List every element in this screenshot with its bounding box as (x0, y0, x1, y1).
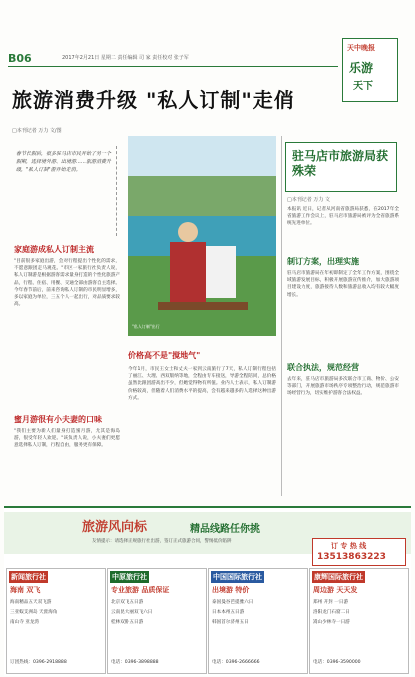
article-photo (128, 136, 276, 336)
agency-phone: 电话：0396-3898888 (111, 660, 159, 665)
section1-body: "目前很多家庭出游，会对行程提出个性化的需求，不愿意跟团走马观花。"市区一家旅行社负责人说，私人订制游是根据游客需求量身打造的个性化旅游产品，行程、住宿、用餐、交通全部由游客自主选择。今年春节前后，前来咨询私人订制的市民明显增多，多以家庭为单位，三五个人一起出行，对品质要求较高。 (14, 259, 120, 308)
ad-subtitle: 友情提示：请选择正规旅行社出游，签订正式旅游合同，警惕低价陷阱 (92, 539, 232, 544)
agency-name: 中国国际旅行社 (213, 573, 262, 581)
agency-highlight: 海南 双飞 (10, 586, 41, 594)
sidebar-sub2-title: 联合执法，规范经营 (287, 363, 359, 372)
newspaper-logo: 天中晚报 (347, 44, 375, 52)
ad-title-2: 精品线路任你挑 (190, 524, 260, 535)
photo-caption: "私人订制"出行 (132, 324, 160, 329)
agency-highlight: 出境游 特价 (212, 586, 250, 594)
agency-phone: 订团热线：0396-2918888 (10, 660, 67, 665)
hotline-number: 13513863223 (317, 552, 386, 562)
agency-name: 康辉国际旅行社 (314, 573, 363, 581)
column-divider (281, 136, 282, 496)
section-name-2: 天下 (353, 81, 373, 92)
agency-line: 日本本州五日游 (212, 610, 245, 615)
agency-line: 桂林双卧五日游 (111, 620, 144, 625)
photo-illustration (128, 136, 276, 336)
agency-phone: 电话：0396-2666666 (212, 660, 260, 665)
sidebar-sub2-body: 去年来，驻马店市旅游局多次联合市工商、物价、公安等部门，开展旅游市场秩序专项整治行动，规范旅游市场经营行为，切实维护游客合法权益。 (287, 377, 399, 397)
issue-info: 2017年2月21日 星期二 责任编辑 司 家 责任校对 张子军 (62, 55, 189, 61)
sidebar-title-box (285, 142, 397, 192)
ad-title: 旅游风向标 (82, 520, 148, 535)
section-brand (342, 38, 398, 102)
agency-line: 洛阳龙门石窟二日 (313, 610, 350, 615)
agency-line: 海南精品五天双飞游 (10, 600, 52, 605)
agency-line: 南山寺 亚龙湾 (10, 620, 40, 625)
agency-line: 云南昆大丽双飞六日 (111, 610, 153, 615)
hotline-label: 订 专 热 线 (331, 542, 367, 550)
agency-highlight: 周边游 天天发 (313, 586, 358, 594)
agency-line: 泰国曼谷芭提雅六日 (212, 600, 254, 605)
agency-name: 新闻旅行社 (11, 573, 46, 581)
article-headline: 旅游消费升级 "私人订制"走俏 (12, 88, 295, 112)
section3-body: 今年1月，市民王女士和丈夫一家到云南旅行了7天，私人订制行程包括了丽江、大理、西双版纳等地，全程由专车接送，导游全程陪同，总价格虽然比跟团游高出不少，但她觉得物有所值。业内人士表示，私人订制游价格较高，但随着人们消费水平的提高，会有越来越多的人选择这种出游方式。 (128, 367, 276, 401)
section2-body: "我们主要为新人们量身打造蜜月游，尤其是海岛游，很受年轻人欢迎。"该负责人说，小夫妻们更愿意选择私人订制，行程自由，服务更有保障。 (14, 429, 120, 449)
section2-title: 蜜月游很有小夫妻的口味 (14, 415, 102, 424)
agency-line: 三亚蜈支洲岛 天涯海角 (10, 610, 58, 615)
section3-title: 价格高不是"搅地气" (128, 351, 201, 360)
page-header (8, 52, 334, 64)
agency-card (309, 568, 409, 674)
travel-ad-section (4, 506, 411, 676)
sidebar-byline: □本刊记者 万力 文 (287, 197, 330, 203)
sidebar-title: 驻马店市旅游局获殊荣 (292, 149, 389, 178)
agency-name: 中原旅行社 (112, 573, 147, 581)
sidebar-sub1-title: 制订方案，出理实施 (287, 257, 359, 266)
agency-highlight: 专业旅游 品质保证 (111, 586, 170, 594)
sidebar-intro: 本报讯 近日，记者从河南省旅游局获悉，在2017年全省旅游工作会议上，驻马店市旅游局被评为全省旅游系统先进单位。 (287, 207, 399, 227)
agency-card (6, 568, 106, 674)
header-rule (8, 66, 338, 67)
agency-card (208, 568, 308, 674)
hotline-box (312, 538, 406, 566)
agency-line: 郑州 开封 一日游 (313, 600, 349, 605)
agency-line: 北京双飞五日游 (111, 600, 144, 605)
agency-card (107, 568, 207, 674)
agency-line: 韩国首尔济州五日 (212, 620, 249, 625)
agency-phone: 电话：0396-3590000 (313, 660, 361, 665)
section1-title: 家庭游成私人订制主流 (14, 245, 94, 254)
lead-quote (12, 146, 117, 236)
article-byline: □本刊记者 万力 文/图 (12, 128, 62, 134)
section-name: 乐游 (349, 61, 374, 75)
agency-line: 嵩山少林寺一日游 (313, 620, 350, 625)
lead-quote-text: 春节长假后，很多驻马店市民开始了另一个假期，选择境外游、出境游……旅游消费升级，"私人订制"游开始走俏。 (16, 151, 112, 173)
page-number: B06 (8, 52, 32, 65)
sidebar-sub1-body: 驻马店市旅游局在年初即制定了全年工作方案，围绕全域旅游发展目标，积极开展旅游宣传推介，加大旅游项目建设力度，旅游接待人数和旅游总收入均有较大幅度增长。 (287, 271, 399, 298)
